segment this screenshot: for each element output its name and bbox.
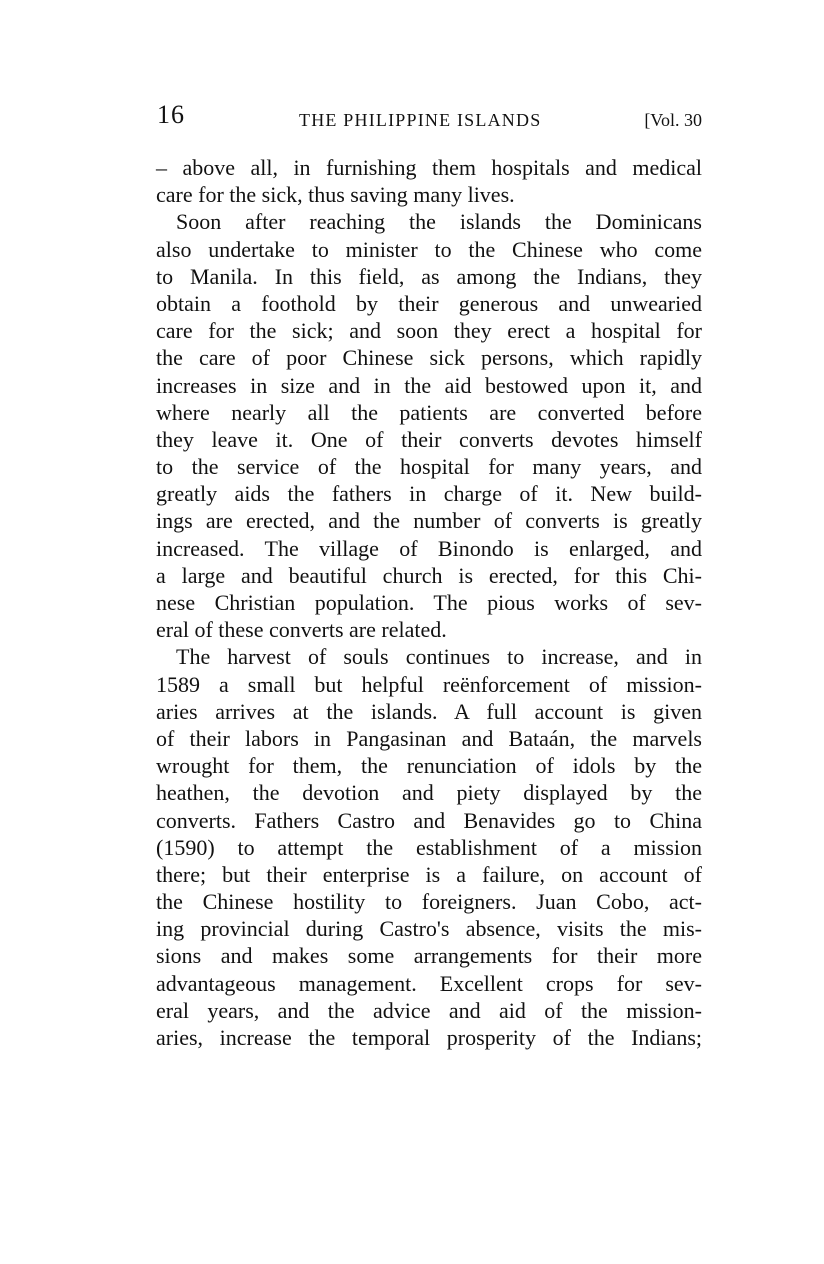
- text-line: ings are erected, and the number of converts is greatly: [156, 508, 702, 534]
- text-line: The harvest of souls continues to increase, and in: [176, 644, 702, 670]
- text-line: increases in size and in the aid bestowed upon it, and: [156, 372, 702, 398]
- volume-label: [Vol. 30: [644, 110, 702, 130]
- running-title: THE PHILIPPINE ISLANDS: [299, 110, 542, 130]
- text-line: also undertake to minister to the Chinese who come: [156, 236, 702, 262]
- text-line: converts. Fathers Castro and Benavides go to China: [156, 807, 702, 833]
- text-line: care for the sick; and soon they erect a hospital for: [156, 318, 702, 344]
- text-line: heathen, the devotion and piety displayed by the: [156, 780, 702, 806]
- body-text: [156, 154, 702, 1051]
- text-line: the care of poor Chinese sick persons, which rapidly: [156, 345, 702, 371]
- text-line: 1589 a small but helpful reënforcement of mission-: [156, 671, 702, 697]
- page-header: [157, 100, 702, 140]
- text-line: care for the sick, thus saving many lives.: [156, 182, 515, 208]
- text-line: Soon after reaching the islands the Dominicans: [176, 209, 702, 235]
- text-line: the Chinese hostility to foreigners. Juan Cobo, act-: [156, 889, 702, 915]
- page-number: 16: [157, 100, 185, 129]
- text-line: a large and beautiful church is erected, for this Chi-: [156, 562, 702, 588]
- text-line: they leave it. One of their converts devotes himself: [156, 426, 702, 452]
- text-line: ing provincial during Castro's absence, visits the mis-: [156, 916, 702, 942]
- text-line: – above all, in furnishing them hospitals and medical: [156, 155, 702, 180]
- text-line: to the service of the hospital for many years, and: [156, 454, 702, 480]
- text-line: (1590) to attempt the establishment of a mission: [156, 834, 702, 860]
- text-line: increased. The village of Binondo is enlarged, and: [156, 535, 702, 561]
- text-line: eral of these converts are related.: [156, 617, 447, 643]
- text-line: eral years, and the advice and aid of the mission-: [156, 997, 702, 1023]
- text-line: greatly aids the fathers in charge of it. New build-: [156, 481, 702, 507]
- text-line: where nearly all the patients are converted before: [156, 399, 702, 425]
- text-line: sions and makes some arrangements for their more: [156, 943, 702, 969]
- text-line: wrought for them, the renunciation of idols by the: [156, 753, 702, 779]
- text-line: aries arrives at the islands. A full account is given: [156, 698, 702, 724]
- text-line: there; but their enterprise is a failure, on account of: [156, 861, 702, 887]
- text-line: to Manila. In this field, as among the Indians, they: [156, 263, 702, 289]
- text-line: obtain a foothold by their generous and unwearied: [156, 290, 702, 316]
- text-line: of their labors in Pangasinan and Bataán, the marvels: [156, 725, 702, 751]
- text-line: aries, increase the temporal prosperity of the Indians;: [156, 1025, 702, 1050]
- text-line: nese Christian population. The pious works of sev-: [156, 590, 702, 615]
- text-line: advantageous management. Excellent crops for sev-: [156, 970, 702, 996]
